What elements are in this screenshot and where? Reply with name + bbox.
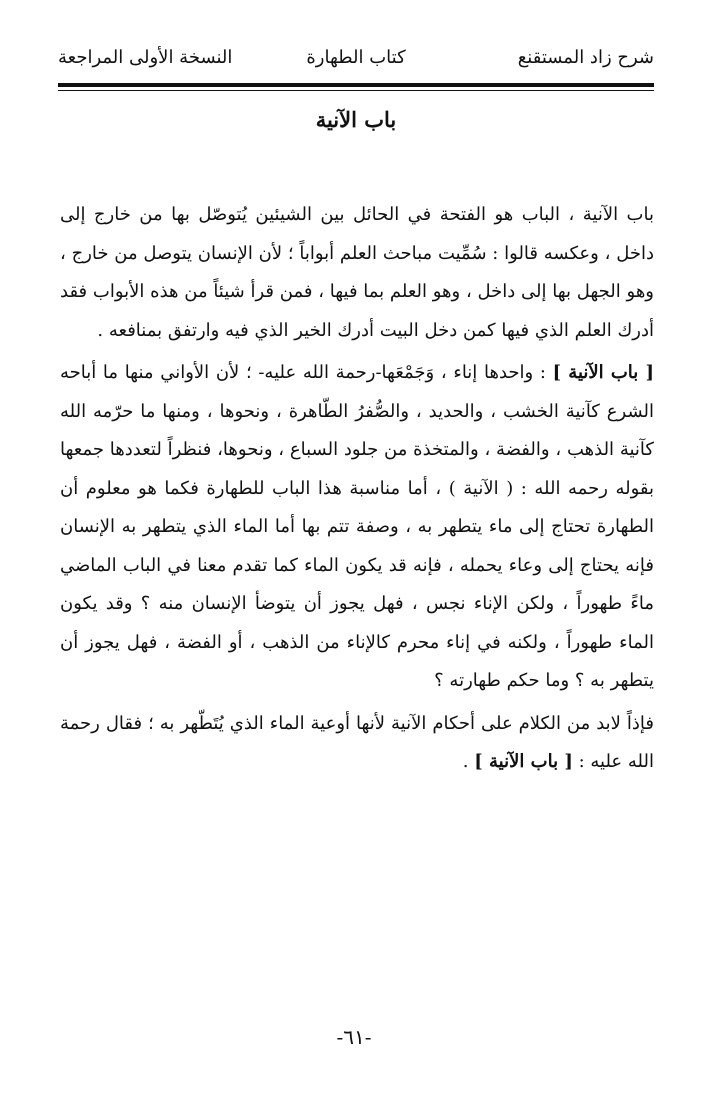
section-title: كتاب الطهارة [306,47,406,68]
page-number: -٦١- [336,1025,372,1049]
header-rule-thin [58,90,654,91]
paragraph-vessels [60,354,654,701]
header-rule-thick [58,83,654,87]
running-header [58,44,654,74]
paragraph-text: فإذاً لابد من الكلام على أحكام الآنية لأنها أوعية الماء الذي يُتَطّهر به ؛ فقال رحمة الله عليه : [60,712,654,772]
paragraph-definition [60,196,654,350]
paragraph-conclusion [60,705,654,782]
chapter-title: باب الآنية [315,107,397,132]
closing-bracketed-term: [ باب الآنية ] [474,751,573,772]
paragraph-text: : واحدها إناء ، وَجَمْعَها-رحمة الله عليه- ؛ لأن الأواني منها ما أباحه الشرع كآنية الخشب ، والحديد ، والصُّفرُ الطّاهرة ، ونحوها ، ومنها ما حرّمه الله كآنية الذهب ، والفضة ، والمتخذة من جلود السباع ، ونحوها، فنظراً لتعددها جمعها بقوله رحمه الله : ( الآنية ) ، أما مناسبة هذا الباب للطهارة فكما هو معلوم أن الطهارة تحتاج إلى ماء يتطهر به ، وصفة تتم بها أما الماء الذي يتطهر به الإنسان فإنه يحتاج إلى وعاء يحمله ، فإنه قد يكون الماء كما تقدم معنا في الباب الماضي ماءً طهوراً ، ولكن الإناء نجس ، فهل يجوز أن يتوضأ الإنسان منه ؟ وقد يكون الماء طهوراً ، ولكنه في إناء محرم كالإناء من الذهب ، أو الفضة ، فهل يجوز أن يتطهر به ؟ وما حكم طهارته ؟ [60,362,654,691]
closing-punctuation: . [462,751,475,772]
edition-note: النسخة الأولى المراجعة [58,47,233,68]
bracketed-term: [ باب الآنية ] [552,362,654,383]
book-title: شرح زاد المستقنع [517,47,654,68]
body-text [60,196,654,782]
paragraph-text: باب الآنية ، الباب هو الفتحة في الحائل بين الشيئين يُتوصّل بها من خارج إلى داخل ، وعكسه قالوا : سُمِّيت مباحث العلم أبواباً ؛ لأن الإنسان يتوصل من خارج ، وهو الجهل بها إلى داخل ، وهو العلم بما فيها ، فمن قرأ شيئاً من هذه الأبواب فقد أدرك العلم الذي فيها كمن دخل البيت أدرك الخير الذي فيه وارتفق بمنافعه . [60,204,654,341]
